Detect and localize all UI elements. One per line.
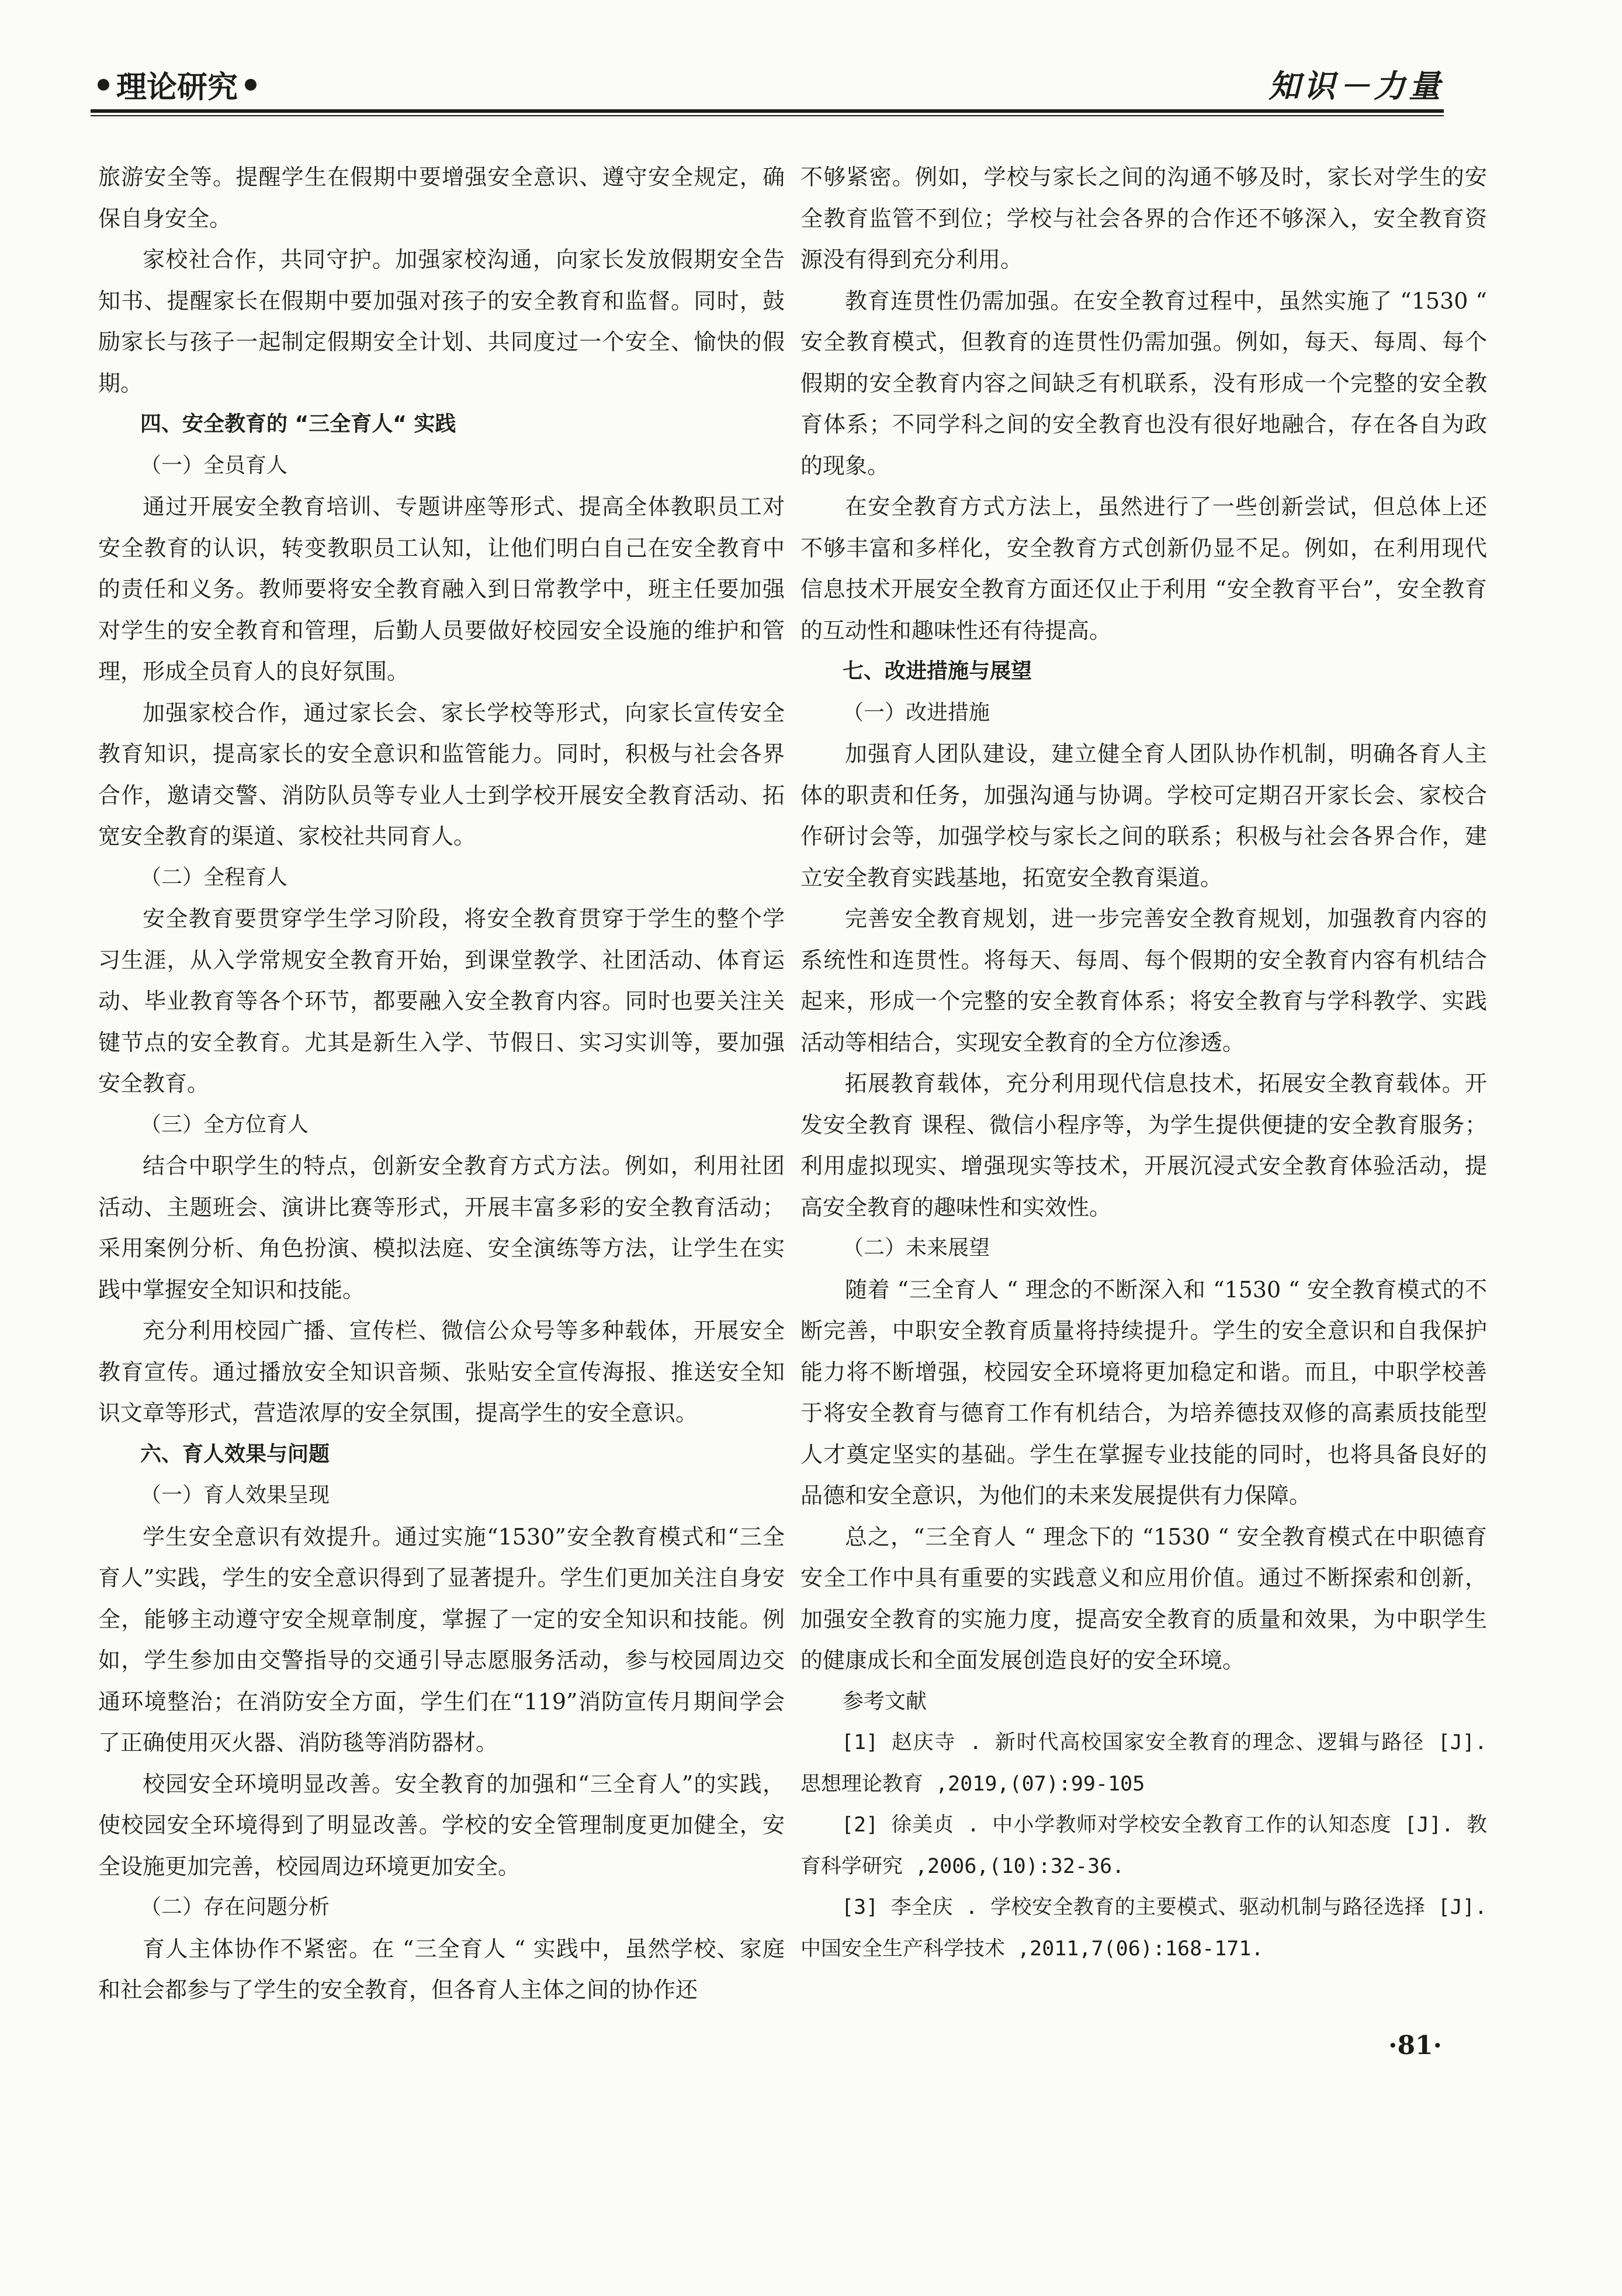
paragraph: 加强家校合作，通过家长会、家长学校等形式，向家长宣传安全教育知识，提高家长的安全意识和监管能力。同时，积极与社会各界合作，邀请交警、消防队员等专业人士到学校开展安全教育活动、拓宽安全教育的渠道、家校社共同育人。 xyxy=(98,699,785,849)
paragraph: 家校社合作，共同守护。加强家校沟通，向家长发放假期安全告知书、提醒家长在假期中要加强对孩子的安全教育和监督。同时，鼓励家长与孩子一起制定假期安全计划、共同度过一个安全、愉快的假期。 xyxy=(98,247,785,396)
page-number: ·81· xyxy=(1388,2031,1442,2060)
paragraph: 结合中职学生的特点，创新安全教育方式方法。例如，利用社团活动、主题班会、演讲比赛等形式，开展丰富多彩的安全教育活动；采用案例分析、角色扮演、模拟法庭、安全演练等方法，让学生在实践中掌握安全知识和技能。 xyxy=(98,1153,785,1303)
section-label xyxy=(91,63,264,106)
reference-item: [3] 李全庆 . 学校安全教育的主要模式、驱动机制与路径选择 [J]. 中国安全生产科学技术 ,2011,7(06):168-171. xyxy=(800,1896,1487,1961)
paragraph: 拓展教育载体，充分利用现代信息技术，拓展安全教育载体。开发安全教育 课程、微信小程序等，为学生提供便捷的安全教育服务；利用虚拟现实、增强现实等技术，开展沉浸式安全教育体验活动，提高安全教育的趣味性和实效性。 xyxy=(800,1071,1487,1220)
paragraph: 充分利用校园广播、宣传栏、微信公众号等多种载体，开展安全教育宣传。通过播放安全知识音频、张贴安全宣传海报、推送安全知识文章等形式，营造浓厚的安全氛围，提高学生的安全意识。 xyxy=(98,1318,785,1426)
bullet-icon xyxy=(245,79,257,91)
paragraph: 在安全教育方式方法上，虽然进行了一些创新尝试，但总体上还不够丰富和多样化，安全教育方式创新仍显不足。例如，在利用现代信息技术开展安全教育方面还仅止于利用 “安全教育平台”，安全教育的互动性和趣味性还有待提高。 xyxy=(800,494,1487,643)
paragraph: 总之，“三全育人 “ 理念下的 “1530 “ 安全教育模式在中职德育安全工作中具有重要的实践意义和应用价值。通过不断探索和创新，加强安全教育的实施力度，提高安全教育的质量和效果，为中职学生的健康成长和全面发展创造良好的安全环境。 xyxy=(800,1523,1487,1673)
subsection-heading: （一）全员育人 xyxy=(140,453,288,477)
section-heading: 六、育人效果与问题 xyxy=(140,1442,330,1466)
subsection-heading: （二）未来展望 xyxy=(843,1236,990,1260)
bullet-icon xyxy=(98,79,109,91)
subsection-heading: （二）全程育人 xyxy=(140,865,288,889)
paragraph: 教育连贯性仍需加强。在安全教育过程中，虽然实施了 “1530 “ 安全教育模式，但教育的连贯性仍需加强。例如，每天、每周、每个假期的安全教育内容之间缺乏有机联系，没有形成一个完整的安全教育体系；不同学科之间的安全教育也没有很好地融合，存在各自为政的现象。 xyxy=(800,288,1487,479)
section-heading: 四、安全教育的 “三全育人“ 实践 xyxy=(140,412,456,436)
paragraph: 育人主体协作不紧密。在 “三全育人 “ 实践中，虽然学校、家庭和社会都参与了学生的安全教育，但各育人主体之间的协作还 xyxy=(98,1935,785,2003)
subsection-heading: （一）改进措施 xyxy=(843,700,990,725)
subsection-heading: 参考文献 xyxy=(843,1689,927,1713)
paragraph: 学生安全意识有效提升。通过实施“1530”安全教育模式和“三全育人”实践，学生的安全意识得到了显著提升。学生们更加关注自身安全，能够主动遵守安全规章制度，掌握了一定的安全知识和技能。例如，学生参加由交警指导的交通引导志愿服务活动，参与校园周边交通环境整治；在消防安全方面，学生们在“119”消防宣传月期间学会了正确使用灭火器、消防毯等消防器材。 xyxy=(98,1523,785,1755)
right-column xyxy=(800,157,1487,1969)
paragraph: 通过开展安全教育培训、专题讲座等形式、提高全体教职员工对安全教育的认识，转变教职员工认知，让他们明白自己在安全教育中的责任和义务。教师要将安全教育融入到日常教学中，班主任要加强对学生的安全教育和管理，后勤人员要做好校园安全设施的维护和管理，形成全员育人的良好氛围。 xyxy=(98,494,785,684)
page-header xyxy=(91,56,1444,114)
paragraph: 随着 “三全育人 “ 理念的不断深入和 “1530 “ 安全教育模式的不断完善，中职安全教育质量将持续提升。学生的安全意识和自我保护能力将不断增强，校园安全环境将更加稳定和谐。而且，中职学校善于将安全教育与德育工作有机结合，为培养德技双修的高素质技能型人才奠定坚实的基础。学生在掌握专业技能的同时，也将具备良好的品德和安全意识，为他们的未来发展提供有力保障。 xyxy=(800,1276,1487,1508)
section-title: 理论研究 xyxy=(116,70,238,105)
paragraph: 完善安全教育规划，进一步完善安全教育规划，加强教育内容的系统性和连贯性。将每天、每周、每个假期的安全教育内容有机结合起来，形成一个完整的安全教育体系；将安全教育与学科教学、实践活动等相结合，实现安全教育的全方位渗透。 xyxy=(800,906,1487,1055)
subsection-heading: （一）育人效果呈现 xyxy=(140,1483,330,1507)
paragraph: 不够紧密。例如，学校与家长之间的沟通不够及时，家长对学生的安全教育监管不到位；学校与社会各界的合作还不够深入，安全教育资源没有得到充分利用。 xyxy=(800,164,1487,272)
section-heading: 七、改进措施与展望 xyxy=(843,659,1032,683)
header-rule xyxy=(91,109,1444,113)
subsection-heading: （二）存在问题分析 xyxy=(140,1895,330,1919)
subsection-heading: （三）全方位育人 xyxy=(140,1112,309,1137)
left-column xyxy=(98,157,785,2011)
header-rule-thin xyxy=(91,115,1444,116)
paragraph: 校园安全环境明显改善。安全教育的加强和“三全育人”的实践，使校园安全环境得到了明显改善。学校的安全管理制度更加健全，安全设施更加完善，校园周边环境更加安全。 xyxy=(98,1771,785,1879)
journal-title: 知识－力量 xyxy=(1269,67,1444,105)
paragraph: 安全教育要贯穿学生学习阶段，将安全教育贯穿于学生的整个学习生涯，从入学常规安全教育开始，到课堂教学、社团活动、体育运动、毕业教育等各个环节，都要融入安全教育内容。同时也要关注关键节点的安全教育。尤其是新生入学、节假日、实习实训等，要加强安全教育。 xyxy=(98,906,785,1096)
reference-item: [2] 徐美贞 . 中小学教师对学校安全教育工作的认知态度 [J]. 教育科学研究 ,2006,(10):32-36. xyxy=(800,1813,1487,1878)
paragraph: 旅游安全等。提醒学生在假期中要增强安全意识、遵守安全规定，确保自身安全。 xyxy=(98,164,785,231)
reference-item: [1] 赵庆寺 . 新时代高校国家安全教育的理念、逻辑与路径 [J]. 思想理论教育 ,2019,(07):99-105 xyxy=(800,1731,1487,1796)
paragraph: 加强育人团队建设，建立健全育人团队协作机制，明确各育人主体的职责和任务，加强沟通与协调。学校可定期召开家长会、家校合作研讨会等，加强学校与家长之间的联系；积极与社会各界合作，建立安全教育实践基地，拓宽安全教育渠道。 xyxy=(800,741,1487,891)
